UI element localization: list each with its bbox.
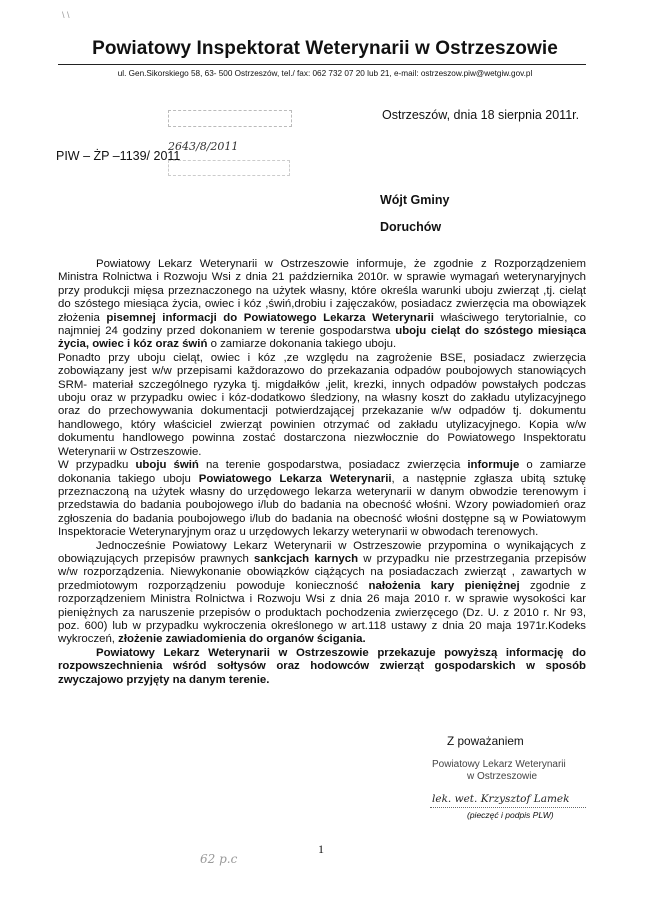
handwritten-signature: lek. wet. Krzysztof Lamek: [432, 793, 570, 805]
closing-greeting: Z poważaniem: [447, 734, 524, 748]
paragraph-3: W przypadku uboju świń na terenie gospodarstwa, posiadacz zwierzęcia informuje o zamiarze dokonania takiego uboju Powiatowego Lekarza Weterynarii, a następnie zgłasza ubitą sztukę przeznaczoną na użytek własny do urzędowego lekarza weterynarii w danym obwodzie terenowym i przedstawia do badania poubojowego i/lub do badania na obecność włośni. Wzory powiadomień oraz zgłoszenia do badania poubojowego i/lub do badania na obecność włośni dostępne są w Powiatowym Inspektoracie Weterynaryjnym oraz u urzędowych lekarzy weterynarii w obwodach terenowych.: [58, 459, 586, 539]
letter-date: Ostrzeszów, dnia 18 sierpnia 2011r.: [382, 108, 580, 122]
signature-stamp-line1: Powiatowy Lekarz Weterynarii: [432, 759, 566, 770]
handwritten-note-bottom: 62 p.c: [200, 852, 238, 866]
received-stamp: [168, 110, 292, 127]
paragraph-5: Powiatowy Lekarz Weterynarii w Ostrzeszowie przekazuje powyższą informację do rozpowszechnienia wśród sołtysów oraz hodowców zwierząt gospodarskich w sposób zwyczajowo przyjęty na danym terenie.: [58, 646, 586, 686]
reference-number: PIW – ŻP –1139/ 2011: [56, 149, 181, 163]
institution-title: Powiatowy Inspektorat Weterynarii w Ostrzeszowie: [92, 38, 558, 59]
signature-stamp-line2: w Ostrzeszowie: [467, 771, 538, 782]
header-rule: [58, 64, 586, 65]
margin-marks: \ \: [62, 10, 70, 20]
institution-address: ul. Gen.Sikorskiego 58, 63- 500 Ostrzeszów, tel./ fax: 062 732 07 20 lub 21, e-mail: ostrzeszow.piw@wetgiw.gov.pl: [117, 69, 533, 78]
recipient-place: Doruchów: [380, 220, 442, 234]
registry-stamp: [168, 160, 290, 176]
recipient-title: Wójt Gminy: [380, 193, 450, 207]
paragraph-2: Ponadto przy uboju cieląt, owiec i kóz ,ze względu na zagrożenie BSE, posiadacz zwierzęcia zobowiązany jest w/w przepisami každorazowo do przekazania odpadów poubojowych stanowiących SRM- materiał szczególnego ryzyka tj. migdałków ,jelit, krezki, innych odpadów powstałych podczas uboju oraz w przypadku owiec i kóz-dodatkowo śledziony, na własny koszt do zakładu utylizacyjnego oraz do przechowywania dokumentacji potwierdzającej przekazanie w/w odpadów tj. dokumentu handlowego, który właściciel zwierząt powinien otrzymać od zakładu utylizacyjnego. Kopia w/w dokumentu handlowego powinna zostać dostarczona niezwłocznie do Powiatowego Inspektoratu Weterynarii w Ostrzeszowie.: [58, 351, 586, 458]
page-number: 1: [318, 842, 324, 856]
paragraph-4: Jednocześnie Powiatowy Lekarz Weterynarii w Ostrzeszowie przypomina o wynikających z obowiązujących przepisów prawnych sankcjach karnych w przypadku nie przestrzegania przepisów w/w rozporządzenia. Niewykonanie obowiązków ciążących na posiadaczach zwierząt , zawartych w przedmiotowym rozporządzeniu powoduje konieczność nałożenia kary pieniężnej zgodnie z rozporządzeniem Ministra Rolnictwa i Rozwoju Wsi z dnia 26 maja 2010 r. w sprawie wysokości kar pieniężnych za naruszenie przepisów o produktach pochodzenia zwierzęcego (Dz. U. z 2010 r. Nr 93, poz. 600) lub w przypadku wykroczenia określonego w art.118 ustawy z dnia 20 maja 1971r.Kodeks wykroczeń, złożenie zawiadomienia do organów ścigania.: [58, 539, 587, 646]
signature-note: (pieczęć i podpis PLW): [467, 810, 554, 820]
handwritten-reference: 2643/8/2011: [168, 140, 239, 153]
letter-body: [58, 258, 586, 687]
signature-line: [430, 807, 586, 808]
paragraph-1: Powiatowy Lekarz Weterynarii w Ostrzeszowie informuje, że zgodnie z Rozporządzeniem Ministra Rolnictwa i Rozwoju Wsi z dnia 21 października 2010r. w sprawie wymagań weterynaryjnych przy produkcji mięsa przeznaczonego na użytek własny, które określa warunki uboju zwierząt ,tj. cieląt do szóstego miesiąca życia, owiec i kóz ,świń,drobiu i zajęczaków, posiadacz zwierzęcia ma obowiązek złożenia pisemnej informacji do Powiatowego Lekarza Weterynarii właściwego terytorialnie, co najmniej 24 godziny przed dokonaniem w terenie gospodarstwa uboju cieląt do szóstego miesiąca życia, owiec i kóz oraz świń o zamiarze dokonania takiego uboju.: [58, 258, 586, 351]
